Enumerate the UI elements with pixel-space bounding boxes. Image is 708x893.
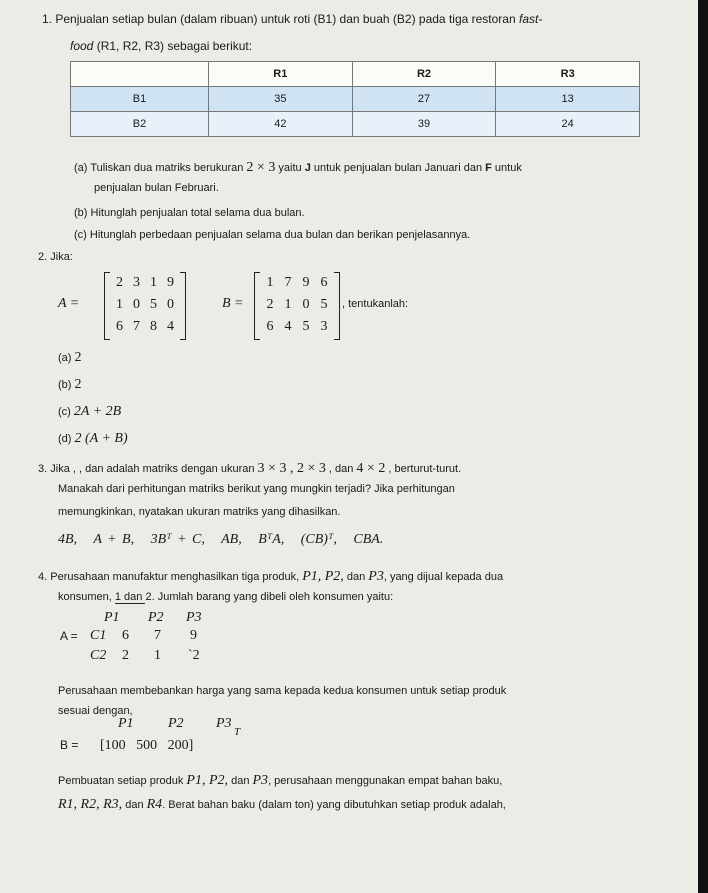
column-label: P1 — [118, 716, 134, 731]
table-cell: 13 — [496, 87, 640, 112]
q4-text-line4: sesuai dengan, — [58, 705, 133, 717]
matrix-cell: 2 — [116, 275, 123, 290]
q2-item: (d) 2 (A + B) — [58, 431, 128, 446]
table-cell: 39 — [352, 112, 496, 137]
matrix-b-label: B = — [222, 296, 244, 311]
q2-item: (a) 2 — [58, 350, 82, 365]
column-label: P1 — [104, 610, 120, 625]
table-cell: 24 — [496, 112, 640, 137]
matrix-row — [105, 316, 185, 338]
matrix-row — [255, 316, 339, 338]
q1-item-a: (a) Tuliskan dua matriks berukuran 2 × 3 yaitu J untuk penjualan bulan Januari dan F untuk — [74, 160, 522, 175]
q1-item-a-line2: penjualan bulan Februari. — [94, 182, 219, 194]
matrix-cell: 2 — [266, 297, 274, 312]
matrix-b-values: [100 500 200] — [100, 738, 194, 753]
q3-text-line3: memungkinkan, nyatakan ukuran matriks yang dihasilkan. — [58, 506, 341, 518]
page-edge-shadow — [698, 0, 708, 893]
matrix-cell: 7 — [154, 628, 161, 643]
q1-text-line1: 1. Penjualan setiap bulan (dalam ribuan) untuk roti (B1) dan buah (B2) pada tiga restoran fast- — [42, 12, 543, 26]
matrix-cell: 6 — [116, 319, 123, 334]
matrix-cell: 1 — [284, 297, 292, 312]
matrix-cell: 1 — [150, 275, 157, 290]
matrix-cell: 9 — [167, 275, 174, 290]
matrix-cell: 6 — [266, 319, 274, 334]
matrix-cell: 9 — [190, 628, 197, 643]
row-label: C1 — [90, 628, 107, 643]
matrix-cell: 8 — [150, 319, 157, 334]
q4-text-line1: 4. Perusahaan manufaktur menghasilkan tiga produk, P1, P2, dan P3, yang dijual kepada dua — [38, 569, 504, 584]
matrix-b-label: B = — [60, 738, 79, 752]
column-label: P3 — [186, 610, 202, 625]
row-label: C2 — [90, 648, 107, 663]
table-cell: B2 — [71, 112, 209, 137]
matrix-cell: 0 — [167, 297, 174, 312]
matrix-cell: 9 — [302, 275, 310, 290]
q2-suffix: , tentukanlah: — [342, 298, 409, 310]
matrix-cell: 3 — [320, 319, 328, 334]
matrix-consumer-products — [60, 610, 240, 670]
q2-intro: 2. Jika: — [38, 251, 73, 263]
q3-expressions: 4B, A + B, 3Bᵀ + C, AB, BᵀA, (CB)ᵀ, CBA. — [58, 532, 384, 547]
matrix-b — [254, 272, 340, 340]
matrix-cell: 7 — [133, 319, 140, 334]
q1-text-line2: food (R1, R2, R3) sebagai berikut: — [70, 39, 253, 53]
q1-item-c: (c) Hitunglah perbedaan penjualan selama dua bulan dan berikan penjelasannya. — [74, 229, 471, 241]
matrix-cell: 4 — [167, 319, 174, 334]
matrix-row — [105, 294, 185, 316]
table-row — [71, 87, 640, 112]
q4-text-line5: Pembuatan setiap produk P1, P2, dan P3, perusahaan menggunakan empat bahan baku, — [58, 773, 503, 788]
matrix-cell: 5 — [302, 319, 310, 334]
matrix-cell: 7 — [284, 275, 292, 290]
q3-text-line2: Manakah dari perhitungan matriks berikut yang mungkin terjadi? Jika perhitungan — [58, 483, 455, 495]
table-cell: 35 — [209, 87, 353, 112]
table-cell: B1 — [71, 87, 209, 112]
matrix-row — [105, 272, 185, 294]
q2-item: (c) 2A + 2B — [58, 404, 122, 419]
matrix-price — [60, 716, 260, 766]
q4-text-line2: konsumen, 1 dan 2. Jumlah barang yang dibeli oleh konsumen yaitu: — [58, 591, 394, 603]
table-cell: 27 — [352, 87, 496, 112]
matrix-cell: 6 — [122, 628, 129, 643]
matrix-row — [255, 272, 339, 294]
column-label: P2 — [148, 610, 164, 625]
table-header-row — [71, 62, 640, 87]
q1-item-b: (b) Hitunglah penjualan total selama dua bulan. — [74, 207, 305, 219]
matrix-cell: 1 — [116, 297, 123, 312]
matrix-a — [104, 272, 186, 340]
q4-text-line6: R1, R2, R3, dan R4. Berat bahan baku (dalam ton) yang dibutuhkan setiap produk adalah, — [58, 797, 506, 812]
table-header-cell: R2 — [352, 62, 496, 87]
q4-text-line3: Perusahaan membebankan harga yang sama kepada kedua konsumen untuk setiap produk — [58, 685, 507, 697]
matrix-row — [255, 294, 339, 316]
matrix-cell: 5 — [150, 297, 157, 312]
q2-item: (b) 2 — [58, 377, 82, 392]
matrix-cell: 6 — [320, 275, 328, 290]
matrix-cell: 0 — [302, 297, 310, 312]
matrix-cell: 3 — [133, 275, 140, 290]
column-label: P2 — [168, 716, 184, 731]
sales-table — [70, 61, 640, 137]
matrix-cell: `2 — [188, 648, 200, 663]
matrix-cell: 4 — [284, 319, 292, 334]
table-row — [71, 112, 640, 137]
matrix-cell: 5 — [320, 297, 328, 312]
matrix-cell: 1 — [154, 648, 161, 663]
matrix-a-label: A = — [60, 629, 78, 643]
q3-text-line1: 3. Jika , , dan adalah matriks dengan ukuran 3 × 3 , 2 × 3 , dan 4 × 2 , berturut-turut. — [38, 461, 462, 476]
column-label: P3 — [216, 716, 232, 731]
matrix-cell: 0 — [133, 297, 140, 312]
transpose-sup: T — [234, 726, 241, 738]
table-header-cell: R3 — [496, 62, 640, 87]
table-header-cell — [71, 62, 209, 87]
matrix-cell: 1 — [266, 275, 274, 290]
matrix-a-label: A = — [58, 296, 80, 311]
table-cell: 42 — [209, 112, 353, 137]
matrix-cell: 2 — [122, 648, 129, 663]
table-header-cell: R1 — [209, 62, 353, 87]
